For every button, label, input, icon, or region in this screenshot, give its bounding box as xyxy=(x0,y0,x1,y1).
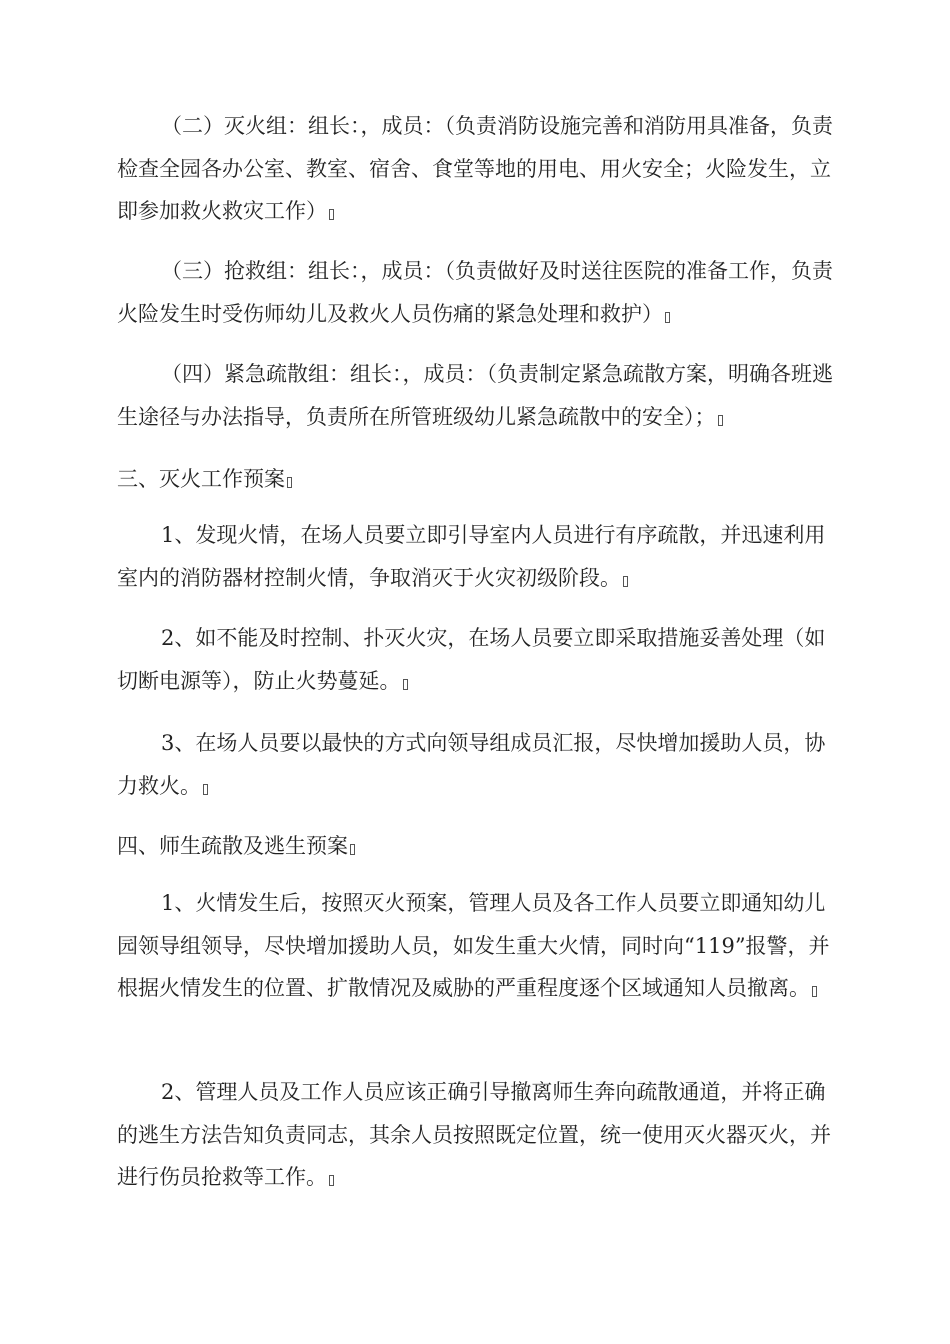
paragraph-text: 2、管理人员及工作人员应该正确引导撤离师生奔向疏散通道，并将正确的逃生方法告知负责同志，其余人员按照既定位置，统一使用灭火器灭火，并进行伤员抢救等工作。 xyxy=(117,1080,831,1189)
paragraph-fire-plan-item-1 xyxy=(117,514,837,599)
paragraph-evacuation-group xyxy=(117,353,837,438)
paragraph-text: 3、在场人员要以最快的方式向领导组成员汇报，尽快增加援助人员，协力救火。 xyxy=(117,731,826,798)
paragraph-text: 1、火情发生后，按照灭火预案，管理人员及各工作人员要立即通知幼儿园领导组领导，尽快增加援助人员，如发生重大火情，同时向“119”报警，并根据火情发生的位置、扩散情况及威胁的严重程度逐个区域通知人员撤离。 xyxy=(117,891,830,1000)
paragraph-evacuation-item-2 xyxy=(117,1071,837,1199)
paragraph-mark-icon xyxy=(623,576,628,587)
paragraph-text: （三）抢救组：组长：，成员：（负责做好及时送往医院的准备工作，负责火险发生时受伤师幼儿及救火人员伤痛的紧急处理和救护） xyxy=(117,259,833,326)
paragraph-mark-icon xyxy=(812,986,817,997)
paragraph-rescue-group xyxy=(117,250,837,335)
paragraph-fire-plan-item-3 xyxy=(117,722,837,807)
paragraph-text: （四）紧急疏散组：组长：，成员：（负责制定紧急疏散方案，明确各班逃生途径与办法指导，负责所在所管班级幼儿紧急疏散中的安全）； xyxy=(117,362,833,429)
paragraph-mark-icon xyxy=(329,209,334,220)
paragraph-mark-icon xyxy=(403,679,408,690)
paragraph-mark-icon xyxy=(665,312,670,323)
paragraph-mark-icon xyxy=(718,415,723,426)
paragraph-text: （二）灭火组：组长：，成员：（负责消防设施完善和消防用具准备，负责检查全园各办公室、教室、宿舍、食堂等地的用电、用火安全；火险发生，立即参加救火救灾工作） xyxy=(117,114,833,223)
paragraph-text: 2、如不能及时控制、扑灭火灾，在场人员要立即采取措施妥善处理（如切断电源等），防止火势蔓延。 xyxy=(117,626,826,693)
paragraph-fire-fighting-group xyxy=(117,105,837,233)
paragraph-fire-plan-item-2 xyxy=(117,617,837,702)
paragraph-mark-icon xyxy=(350,844,355,855)
section-heading-fire-plan xyxy=(117,458,837,501)
paragraph-text: 1、发现火情，在场人员要立即引导室内人员进行有序疏散，并迅速利用室内的消防器材控制火情，争取消灭于火灾初级阶段。 xyxy=(117,523,826,590)
section-heading-evacuation-plan xyxy=(117,825,837,868)
paragraph-mark-icon xyxy=(329,1175,334,1186)
paragraph-evacuation-item-1 xyxy=(117,882,837,1010)
paragraph-mark-icon xyxy=(287,477,292,488)
heading-text: 四、师生疏散及逃生预案 xyxy=(117,834,348,858)
paragraph-mark-icon xyxy=(203,784,208,795)
heading-text: 三、灭火工作预案 xyxy=(117,467,285,491)
